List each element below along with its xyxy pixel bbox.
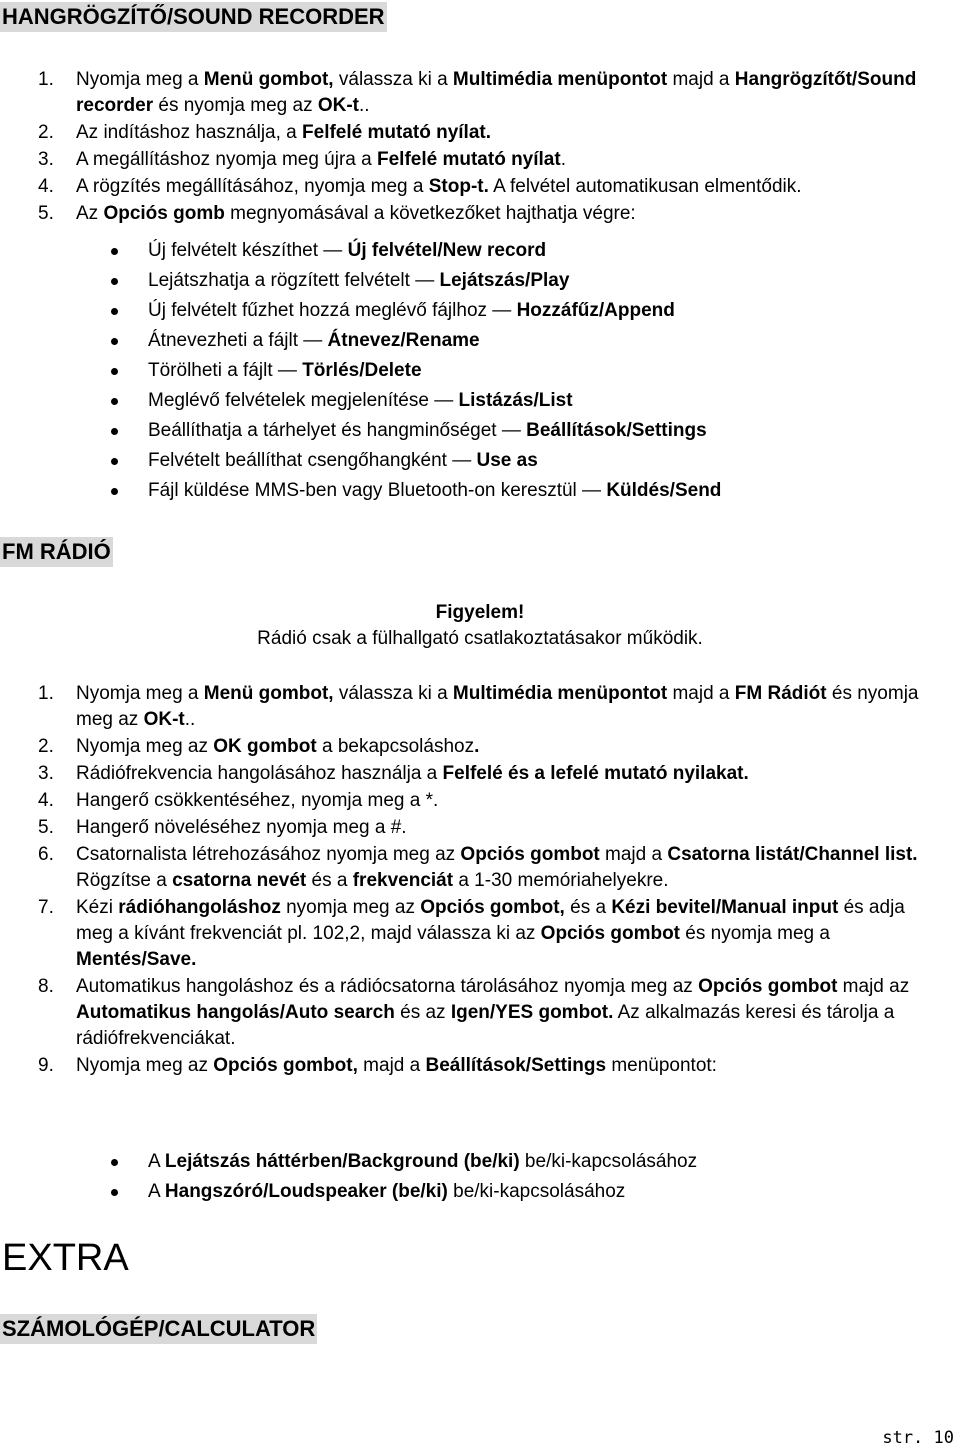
option-action: Átnevez/Rename (327, 330, 480, 351)
text-run: be/ki-kapcsolásához (447, 1181, 626, 1202)
list-item (108, 1147, 697, 1177)
option-description: Átnevezheti a fájlt (148, 330, 298, 351)
text-run: majd a (599, 844, 668, 865)
notice-text: Rádió csak a fülhallgató csatlakoztatásakor működik. (257, 628, 703, 649)
text-run: A megállításhoz nyomja meg újra a (76, 149, 377, 170)
list-item (0, 815, 940, 841)
text-run: .. (359, 95, 370, 116)
list-item (0, 788, 940, 814)
bold-text: Hangrögzítőt/Sound recorder (76, 69, 917, 116)
bold-text: OK gombot (213, 736, 317, 757)
bold-text: frekvenciát (352, 870, 454, 891)
step-number: 8. (38, 976, 54, 997)
list-item (0, 734, 940, 760)
list-item (0, 201, 940, 227)
text-run: és nyomja meg az (153, 95, 318, 116)
radio-notice (0, 600, 960, 652)
text-run: a 1-30 memóriahelyekre. (453, 870, 669, 891)
option-description: Meglévő felvételek megjelenítése (148, 390, 429, 411)
option-description: Új felvételt fűzhet hozzá meglévő fájlhoz (148, 300, 488, 321)
step-number: 1. (38, 69, 54, 90)
text-run: majd az (837, 976, 910, 997)
option-action: Törlés/Delete (302, 360, 422, 381)
bold-text: FM Rádiót (734, 683, 827, 704)
bold-text: Menü gombot, (203, 69, 334, 90)
step-number: 4. (38, 176, 54, 197)
list-item: Új felvételt fűzhet hozzá meglévő fájlhoz — Hozzáfűz/Append (108, 296, 721, 326)
text-run: Hangerő növeléséhez nyomja meg a #. (76, 817, 407, 838)
option-description: Törölheti a fájlt (148, 360, 273, 381)
option-description: Lejátszhatja a rögzített felvételt (148, 270, 410, 291)
bold-text: Opciós gombot (698, 976, 838, 997)
bold-text: OK-t (317, 95, 360, 116)
text-run: majd a (667, 683, 735, 704)
step-number: 5. (38, 817, 54, 838)
text-run: A felvétel automatikusan elmentődik. (488, 176, 802, 197)
text-run: Csatornalista létrehozásához nyomja meg az (76, 844, 461, 865)
text-run: majd a (357, 1055, 426, 1076)
list-item: Fájl küldése MMS-ben vagy Bluetooth-on keresztül — Küldés/Send (108, 476, 721, 506)
option-action: Hozzáfűz/Append (516, 300, 675, 321)
page-number: str. 10 (882, 1428, 954, 1448)
bold-text: Csatorna listát/Channel list. (667, 844, 918, 865)
text-run: Rögzítse a (76, 870, 173, 891)
bold-text: Opciós gomb (103, 203, 225, 224)
option-action: Új felvétel/New record (347, 240, 547, 261)
text-run: Nyomja meg az (76, 736, 214, 757)
list-item (0, 67, 940, 119)
bold-text: Opciós gombot (460, 844, 600, 865)
step-number: 1. (38, 683, 54, 704)
text-run: Automatikus hangoláshoz és a rádiócsatorna tárolásához nyomja meg az (76, 976, 699, 997)
bold-text: rádióhangoláshoz (118, 897, 281, 918)
step-number: 2. (38, 736, 54, 757)
bold-text: Hangszóró/Loudspeaker (be/ki) (164, 1181, 448, 1202)
text-run: . (560, 149, 566, 170)
step-number: 4. (38, 790, 54, 811)
bold-text: . (474, 736, 480, 757)
option-description: Fájl küldése MMS-ben vagy Bluetooth-on keresztül (148, 480, 577, 501)
bold-text: OK-t (143, 709, 185, 730)
list-item: Új felvételt készíthet — Új felvétel/New record (108, 236, 721, 266)
option-action: Listázás/List (458, 390, 573, 411)
bold-text: Opciós gombot, (420, 897, 565, 918)
list-item (0, 120, 940, 146)
step-number: 5. (38, 203, 54, 224)
text-run: menüpontot: (606, 1055, 717, 1076)
list-item (0, 174, 940, 200)
bold-text: Felfelé mutató nyílat. (302, 122, 492, 143)
list-item (0, 681, 940, 733)
bold-text: Felfelé mutató nyílat (377, 149, 561, 170)
bold-text: csatorna nevét (172, 870, 307, 891)
list-item: Felvételt beállíthat csengőhangként — Use as (108, 446, 721, 476)
bold-text: Lejátszás háttérben/Background (be/ki) (164, 1151, 520, 1172)
section-heading-extra: EXTRA (2, 1237, 129, 1279)
section-heading-calculator: SZÁMOLÓGÉP/CALCULATOR (0, 1314, 317, 1344)
bold-text: Menü gombot, (203, 683, 334, 704)
bold-text: Mentés/Save. (76, 949, 197, 970)
option-action: Beállítások/Settings (526, 420, 707, 441)
list-item: Törölheti a fájlt — Törlés/Delete (108, 356, 721, 386)
list-item: Beállíthatja a tárhelyet és hangminőséget — Beállítások/Settings (108, 416, 721, 446)
step-number: 3. (38, 763, 54, 784)
text-run: válassza ki a (333, 69, 453, 90)
text-run: A (148, 1181, 165, 1202)
list-item (0, 147, 940, 173)
list-item (0, 974, 940, 1052)
option-description: Beállíthatja a tárhelyet és hangminőséget (148, 420, 497, 441)
bold-text: Kézi bevitel/Manual input (611, 897, 839, 918)
text-run: Kézi (76, 897, 119, 918)
list-item: Átnevezheti a fájlt — Átnevez/Rename (108, 326, 721, 356)
text-run: .. (184, 709, 196, 730)
notice-warning: Figyelem! (435, 602, 525, 623)
step-number: 2. (38, 122, 54, 143)
section-heading-sound-recorder: HANGRÖGZÍTŐ/SOUND RECORDER (0, 2, 387, 32)
option-description: Új felvételt készíthet (148, 240, 319, 261)
text-run: Nyomja meg a (76, 683, 204, 704)
option-description: Felvételt beállíthat csengőhangként (148, 450, 447, 471)
text-run: Az alkalmazás keresi és tárolja a rádiófrekvenciákat. (76, 1002, 895, 1049)
list-item (0, 895, 940, 973)
text-run: és nyomja meg az (76, 683, 919, 730)
list-item (0, 842, 940, 894)
text-run: Hangerő csökkentéséhez, nyomja meg a *. (76, 790, 439, 811)
bold-text: Felfelé és a lefelé mutató nyilakat. (442, 763, 749, 784)
radio-settings (108, 1147, 697, 1207)
text-run: a bekapcsoláshoz (316, 736, 475, 757)
text-run: és adja meg a kívánt frekvenciát pl. 102,2, majd válassza ki az (76, 897, 905, 944)
bold-text: Opciós gombot (540, 923, 680, 944)
list-item (108, 1177, 697, 1207)
text-run: és a (306, 870, 353, 891)
text-run: és a (564, 897, 612, 918)
bold-text: Beállítások/Settings (425, 1055, 607, 1076)
section-heading-fm-radio: FM RÁDIÓ (0, 537, 113, 567)
bold-text: Opciós gombot, (213, 1055, 358, 1076)
list-item: Lejátszhatja a rögzített felvételt — Lejátszás/Play (108, 266, 721, 296)
text-run: nyomja meg az (280, 897, 421, 918)
text-run: és az (394, 1002, 451, 1023)
bold-text: Multimédia menüpontot (452, 69, 668, 90)
text-run: Nyomja meg az (76, 1055, 214, 1076)
text-run: A (148, 1151, 165, 1172)
text-run: majd a (667, 69, 735, 90)
recorder-steps (0, 67, 940, 227)
text-run: Nyomja meg a (76, 69, 204, 90)
step-number: 9. (38, 1055, 54, 1076)
text-run: megnyomásával a következőket hajthatja végre: (224, 203, 636, 224)
text-run: Rádiófrekvencia hangolásához használja a (76, 763, 443, 784)
text-run: Az indításhoz használja, a (76, 122, 303, 143)
list-item: Meglévő felvételek megjelenítése — Listázás/List (108, 386, 721, 416)
step-number: 3. (38, 149, 54, 170)
recorder-options (108, 236, 721, 506)
list-item (0, 1053, 940, 1079)
text-run: A rögzítés megállításához, nyomja meg a (76, 176, 429, 197)
step-number: 6. (38, 844, 54, 865)
option-action: Küldés/Send (606, 480, 722, 501)
step-number: 7. (38, 897, 54, 918)
option-action: Lejátszás/Play (439, 270, 570, 291)
bold-text: Automatikus hangolás/Auto search (76, 1002, 395, 1023)
text-run: Az (76, 203, 104, 224)
bold-text: Igen/YES gombot. (450, 1002, 614, 1023)
option-action: Use as (476, 450, 538, 471)
radio-steps (0, 681, 940, 1079)
text-run: válassza ki a (333, 683, 453, 704)
bold-text: Multimédia menüpontot (452, 683, 668, 704)
list-item (0, 761, 940, 787)
bold-text: Stop-t. (428, 176, 489, 197)
text-run: be/ki-kapcsolásához (519, 1151, 698, 1172)
text-run: és nyomja meg a (680, 923, 830, 944)
